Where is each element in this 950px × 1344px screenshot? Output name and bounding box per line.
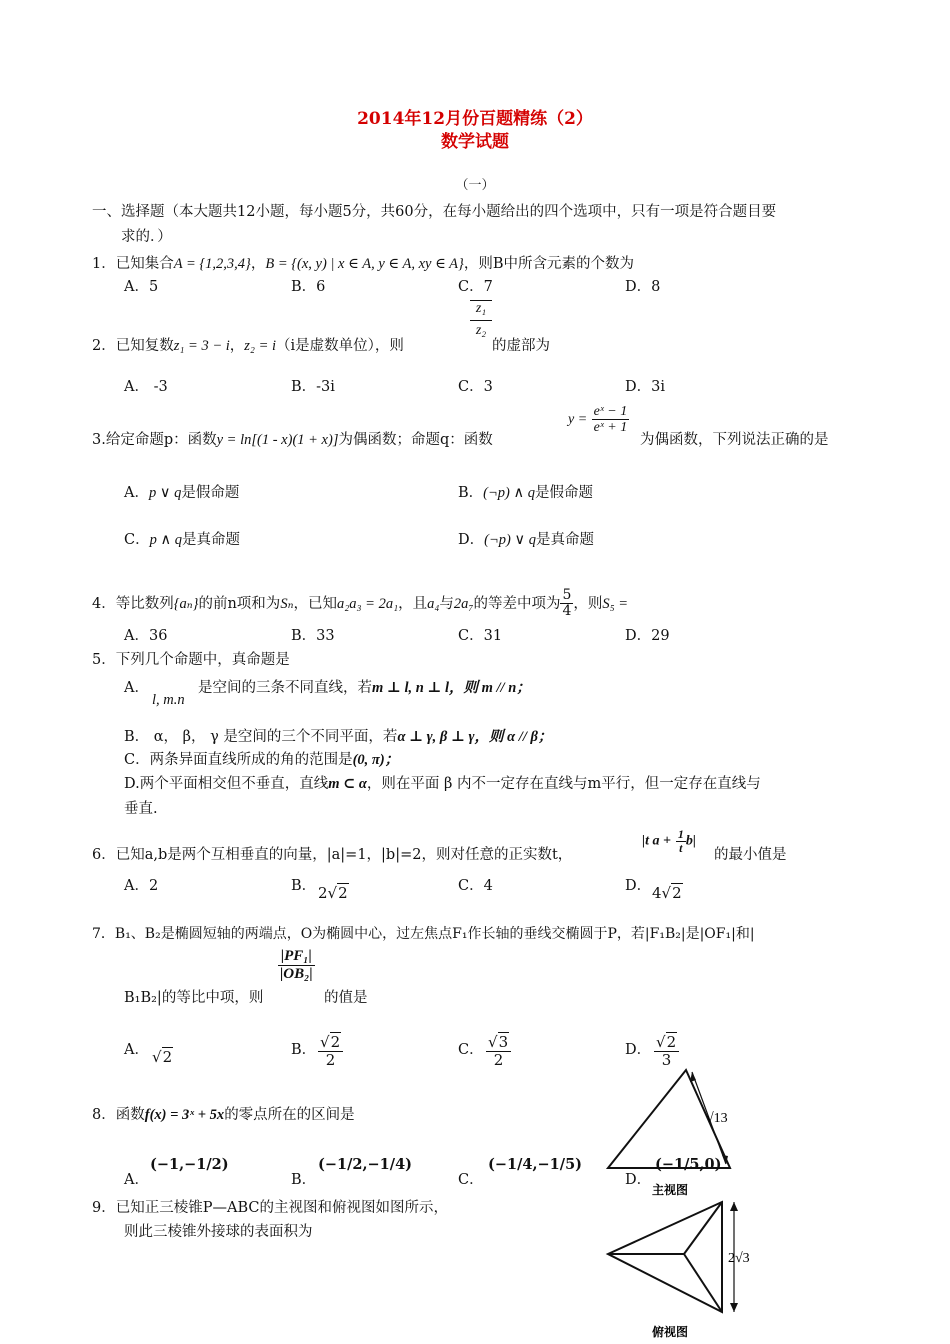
question-8 bbox=[92, 1105, 355, 1125]
q3-option-c bbox=[124, 530, 240, 550]
part1-heading-cont: 求的．） bbox=[121, 229, 172, 245]
q3-f1: y = ln[(1 - x)(1 + x)] bbox=[216, 432, 339, 448]
page-title: 2014年12月份百题精练（2） bbox=[357, 109, 593, 129]
q5-d-math: m ⊂ α bbox=[328, 776, 367, 792]
q1-set-a: A = {1,2,3,4} bbox=[173, 256, 251, 272]
q3-opt-c-label: C． bbox=[124, 532, 150, 548]
q4-t1: 的前n项和为 bbox=[198, 595, 281, 612]
q6-b-rad: 2 bbox=[338, 884, 348, 902]
q7-a-rad: 2 bbox=[162, 1048, 173, 1066]
question-4 bbox=[92, 588, 628, 620]
q6-option-c: C．4 bbox=[458, 878, 493, 894]
q8-option-a: (−1,−1/2) bbox=[150, 1156, 229, 1173]
q4-a4: a₄ bbox=[427, 595, 440, 612]
q7-d-den: 3 bbox=[661, 1050, 672, 1069]
q8-option-c-label: C． bbox=[458, 1172, 484, 1188]
q1-option-a: A．5 bbox=[124, 279, 159, 295]
q6-expr-right: b| bbox=[685, 833, 696, 849]
q3-opt-c-text: 是真命题 bbox=[181, 532, 240, 548]
q4-seq: {aₙ} bbox=[173, 595, 199, 612]
q6-frac-den: t bbox=[679, 841, 683, 856]
q5-a-vars: l, m.n bbox=[152, 692, 185, 708]
q3-f2 bbox=[568, 404, 629, 436]
q7-b-num: 2 bbox=[330, 1033, 341, 1051]
q7-option-b: $\frac{√2}{2}$ bbox=[318, 1034, 343, 1068]
q7-option-a-label: A． bbox=[124, 1042, 149, 1058]
q5-a-math: m ⊥ l, n ⊥ l，则 m // n； bbox=[372, 680, 531, 696]
q8-option-b: (−1/2,−1/4) bbox=[318, 1156, 413, 1173]
q2-frac-num: z₁ bbox=[470, 300, 492, 318]
q4-frac-den: 4 bbox=[562, 603, 572, 620]
q3-option-a bbox=[124, 483, 239, 503]
q2-sep: ， bbox=[229, 338, 245, 354]
q5-option-a-text bbox=[198, 678, 531, 698]
q3-post: 为偶函数，下列说法正确的是 bbox=[640, 432, 829, 448]
q8-option-d-label: D． bbox=[625, 1172, 652, 1188]
question-3 bbox=[92, 430, 493, 450]
q1-set-b: B = {(x, y) | x ∈ A, y ∈ A, xy ∈ A} bbox=[265, 256, 464, 272]
q2-option-b: B．-3i bbox=[291, 379, 335, 395]
q8-fx: f(x) = 3ˣ + 5x bbox=[144, 1107, 225, 1123]
q3-opt-d-math: (¬p) ∨ q bbox=[484, 532, 536, 548]
q6-b-coef: 2 bbox=[318, 884, 328, 902]
q7-b-den: 2 bbox=[325, 1050, 336, 1069]
q5-option-d-cont: 垂直. bbox=[124, 801, 158, 817]
q7-frac-den: |OB₂| bbox=[280, 965, 313, 982]
q3-opt-b-math: (¬p) ∧ q bbox=[483, 485, 535, 501]
q5-b-text: B． α， β， γ 是空间的三个不同平面，若 bbox=[124, 729, 398, 745]
top-view-arrow-top bbox=[730, 1202, 738, 1211]
q7-option-b-label: B． bbox=[291, 1042, 317, 1058]
q3-opt-a-math: p ∨ q bbox=[148, 485, 182, 501]
q3-f2-num: eˣ − 1 bbox=[593, 404, 628, 419]
q5-a-text: 是空间的三条不同直线，若 bbox=[198, 680, 372, 696]
q6-frac-num: 1 bbox=[677, 827, 684, 841]
question-7: 7．B₁、B₂是椭圆短轴的两端点，O为椭圆中心，过左焦点F₁作长轴的垂线交椭圆于P，若|F₁B₂|是|OF₁|和| bbox=[92, 926, 755, 942]
page-subtitle: 数学试题 bbox=[441, 132, 509, 152]
q4-cond1: a₂a₃ = 2a₁ bbox=[336, 595, 399, 612]
q5-option-a bbox=[152, 690, 185, 710]
q7-d-num: 2 bbox=[666, 1033, 677, 1051]
q3-f2-den: eˣ + 1 bbox=[593, 420, 628, 436]
q1-option-c: C．7 bbox=[458, 279, 493, 295]
q1-sep: ， bbox=[250, 256, 266, 272]
q1-option-d: D．8 bbox=[625, 279, 661, 295]
q8-pre: 8．函数 bbox=[92, 1107, 145, 1123]
q6-option-b-label: B． bbox=[291, 878, 317, 894]
q5-b-math: α ⊥ γ, β ⊥ γ，则 α // β； bbox=[397, 729, 553, 745]
q2-z1: z₁ = 3 − i bbox=[173, 338, 230, 354]
q3-opt-a-label: A． bbox=[124, 485, 149, 501]
q6-d-coef: 4 bbox=[652, 884, 662, 902]
q2-mid: （i是虚数单位），则 bbox=[276, 338, 404, 354]
q7-option-a: √2 bbox=[152, 1048, 173, 1066]
question-1 bbox=[92, 254, 634, 274]
q2-option-c: C．3 bbox=[458, 379, 493, 395]
q7-option-c: $\frac{√3}{2}$ bbox=[486, 1034, 511, 1068]
q8-option-c: (−1/4,−1/5) bbox=[488, 1156, 583, 1173]
q3-opt-d-text: 是真命题 bbox=[535, 532, 594, 548]
part1-heading: 一、选择题（本大题共12小题，每小题5分，共60分，在每小题给出的四个选项中，只有一项是符合题目要 bbox=[92, 204, 777, 220]
q4-t3: ，且 bbox=[398, 595, 428, 612]
q2-option-d: D．3i bbox=[625, 379, 665, 395]
q3-opt-d-label: D． bbox=[458, 532, 485, 548]
question-5: 5．下列几个命题中，真命题是 bbox=[92, 652, 290, 668]
q3-opt-c-math: p ∧ q bbox=[149, 532, 182, 548]
section-label: （一） bbox=[455, 178, 495, 193]
q6-option-b: 2√2 bbox=[318, 884, 348, 902]
q7-line2a: B₁B₂|的等比中项，则 bbox=[124, 990, 264, 1006]
q6-option-a: A．2 bbox=[124, 878, 159, 894]
q7-fraction bbox=[278, 948, 315, 982]
q4-t4: 与 bbox=[439, 595, 454, 612]
top-view-label: 俯视图 bbox=[652, 1325, 689, 1339]
q2-fraction bbox=[470, 300, 492, 340]
q2-pre: 2．已知复数 bbox=[92, 338, 174, 354]
q2-z2: z₂ = i bbox=[244, 338, 277, 354]
q6-post: 的最小值是 bbox=[714, 847, 787, 863]
q6-option-d-label: D． bbox=[625, 878, 652, 894]
q3-opt-b-label: B． bbox=[458, 485, 484, 501]
top-view-figure bbox=[600, 1196, 770, 1342]
q7-c-den: 2 bbox=[493, 1050, 504, 1069]
q5-c-math: (0, π)； bbox=[352, 752, 400, 768]
q6-expression bbox=[642, 828, 696, 855]
q1-pre: 1．已知集合 bbox=[92, 256, 174, 272]
q7-c-num: 3 bbox=[498, 1033, 509, 1051]
q8-post: 的零点所在的区间是 bbox=[224, 1107, 355, 1123]
q8-option-b-label: B． bbox=[291, 1172, 317, 1188]
question-9-cont: 则此三棱锥外接球的表面积为 bbox=[124, 1224, 313, 1240]
q4-t2: ，已知 bbox=[293, 595, 337, 612]
q4-option-d: D．29 bbox=[625, 628, 670, 644]
question-6: 6．已知a,b是两个互相垂直的向量，|a|=1，|b|=2，则对任意的正实数t， bbox=[92, 847, 573, 863]
q5-option-d bbox=[124, 774, 761, 794]
top-view-arrow-bottom bbox=[730, 1303, 738, 1312]
q7-option-d-label: D． bbox=[625, 1042, 652, 1058]
q2-post: 的虚部为 bbox=[492, 338, 550, 354]
q5-option-c bbox=[124, 750, 399, 770]
q6-d-rad: 2 bbox=[672, 884, 682, 902]
q5-c-text: C．两条异面直线所成的角的范围是 bbox=[124, 752, 353, 768]
q7-frac-num: |PF₁| bbox=[278, 948, 315, 966]
question-9: 9．已知正三棱锥P—ABC的主视图和俯视图如图所示， bbox=[92, 1200, 448, 1216]
q4-sn: Sₙ bbox=[280, 595, 294, 612]
q4-option-a: A．36 bbox=[124, 628, 168, 644]
q8-option-a-label: A． bbox=[124, 1172, 149, 1188]
q3-mid: 为偶函数；命题q：函数 bbox=[338, 432, 493, 448]
q2-frac-den: z₂ bbox=[475, 322, 487, 338]
top-view-triangle bbox=[608, 1202, 722, 1312]
front-view-figure bbox=[600, 1060, 750, 1200]
q4-t6: ，则 bbox=[573, 595, 603, 612]
q3-option-d bbox=[458, 530, 594, 550]
q7-option-c-label: C． bbox=[458, 1042, 484, 1058]
q1-option-b: B．6 bbox=[291, 279, 326, 295]
q3-pre: 3.给定命题p：函数 bbox=[92, 432, 217, 448]
q4-a7: 2a₇ bbox=[453, 595, 474, 612]
q8-option-d: (−1/5,0) bbox=[655, 1156, 722, 1173]
q6-option-d: 4√2 bbox=[652, 884, 682, 902]
q5-d-text1: D.两个平面相交但不垂直，直线 bbox=[124, 776, 329, 792]
q1-post: ，则B中所含元素的个数为 bbox=[463, 256, 634, 272]
question-2 bbox=[92, 336, 404, 356]
front-view-label: 主视图 bbox=[652, 1183, 689, 1197]
q3-f2-lhs: y = bbox=[568, 411, 588, 427]
q4-frac-num: 5 bbox=[562, 587, 572, 603]
q3-option-b bbox=[458, 483, 593, 503]
q4-option-b: B．33 bbox=[291, 628, 335, 644]
top-view-dim-label: 2√3 bbox=[728, 1251, 750, 1266]
front-view-dim-label: √13 bbox=[706, 1111, 728, 1126]
q6-expr-left: |t a + bbox=[642, 833, 671, 849]
q3-opt-b-text: 是假命题 bbox=[534, 485, 593, 501]
q7-line2b: 的值是 bbox=[324, 990, 368, 1006]
q4-t5: 的等差中项为 bbox=[473, 595, 561, 612]
q4-option-c: C．31 bbox=[458, 628, 503, 644]
q4-s5: S₅ = bbox=[602, 595, 629, 612]
q5-d-text2: ，则在平面 β 内不一定存在直线与m平行，但一定存在直线与 bbox=[366, 776, 761, 792]
q5-option-b bbox=[124, 727, 552, 747]
q5-option-a-label: A． bbox=[124, 680, 149, 696]
q3-opt-a-text: 是假命题 bbox=[181, 485, 240, 501]
q4-pre: 4．等比数列 bbox=[92, 595, 174, 612]
q2-option-a: A． -3 bbox=[124, 379, 168, 395]
q7-option-d: $\frac{√2}{3}$ bbox=[654, 1034, 679, 1068]
